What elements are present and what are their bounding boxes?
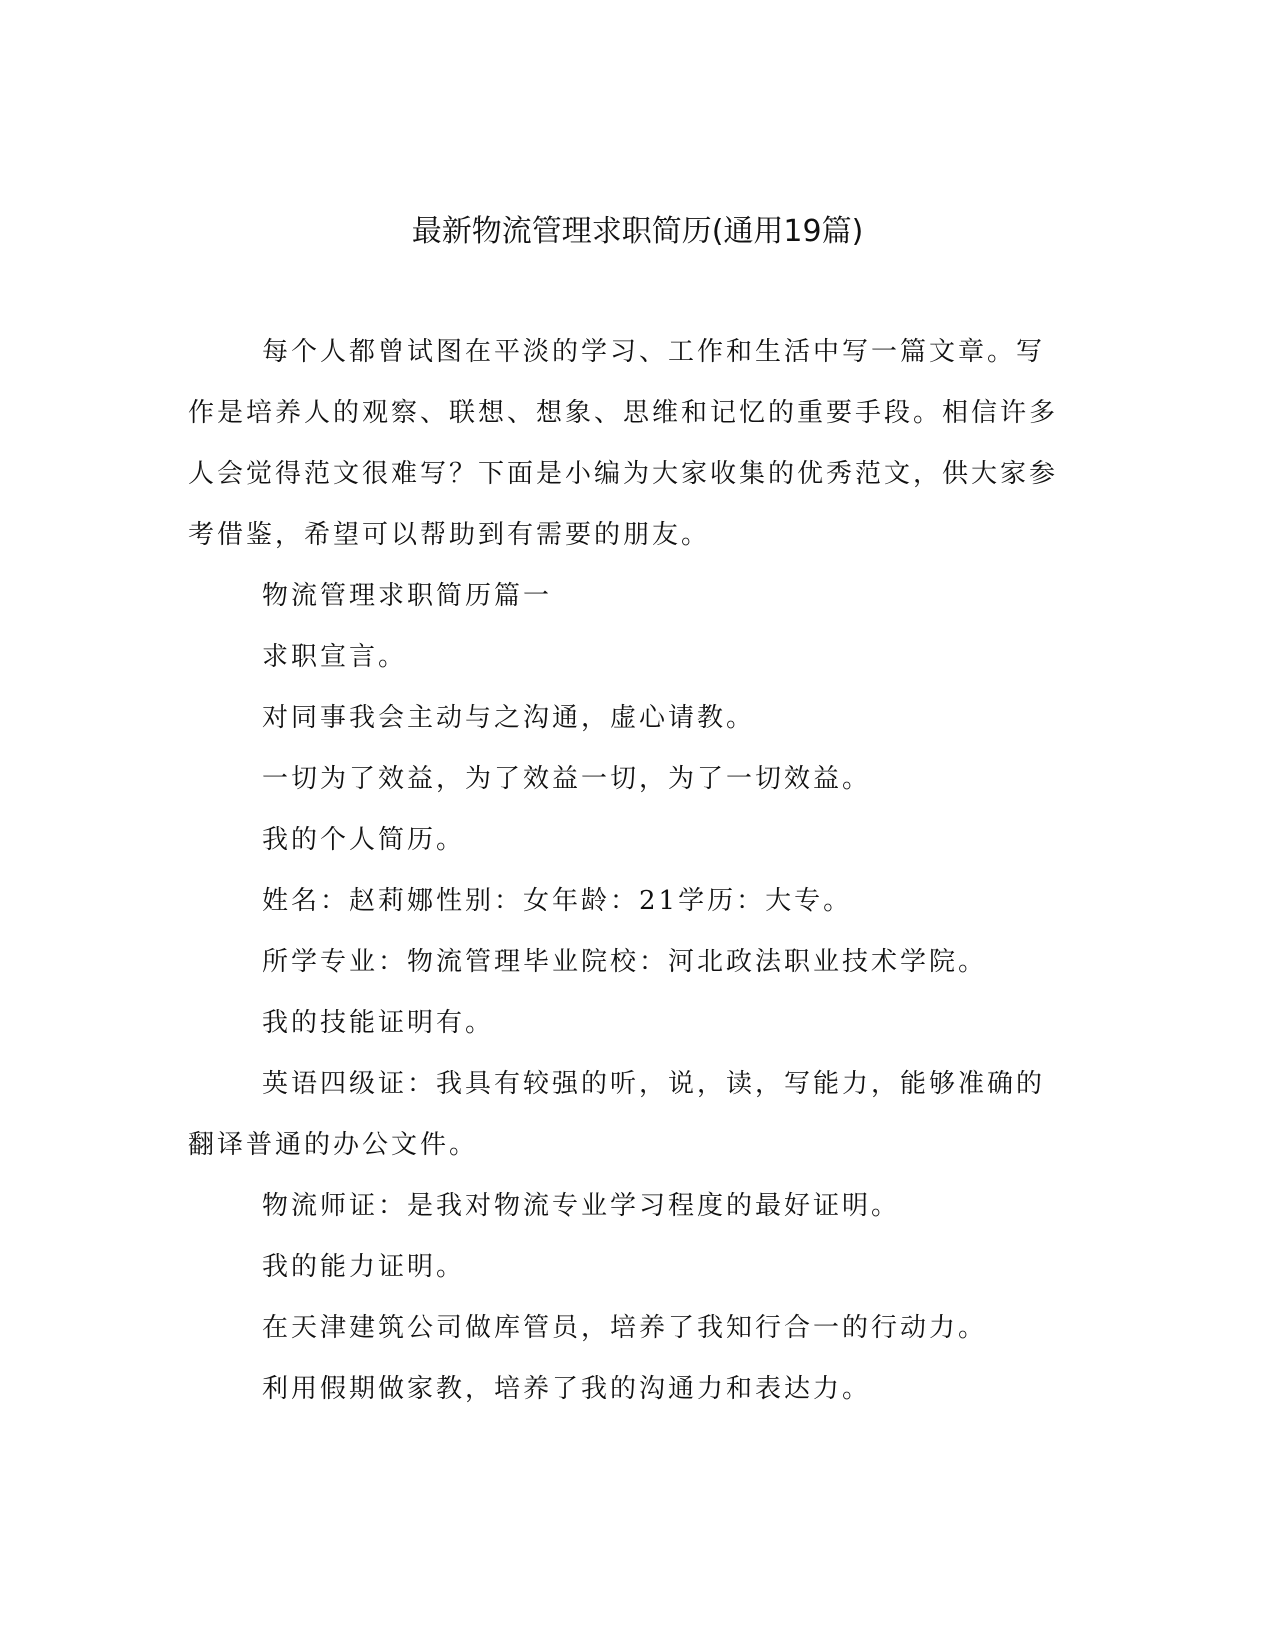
paragraph-english-cert: 英语四级证：我具有较强的听，说，读，写能力，能够准确的翻译普通的办公文件。 [188, 1069, 1046, 1160]
paragraph: 对同事我会主动与之沟通，虚心请教。 [262, 703, 756, 733]
paragraph: 我的技能证明有。 [262, 1008, 495, 1038]
paragraph-experience: 在天津建筑公司做库管员，培养了我知行合一的行动力。 [262, 1313, 988, 1343]
paragraph-intro: 每个人都曾试图在平淡的学习、工作和生活中写一篇文章。写作是培养人的观察、联想、想象、思维和记忆的重要手段。相信许多人会觉得范文很难写？下面是小编为大家收集的优秀范文，供大家参考借鉴，希望可以帮助到有需要的朋友。 [188, 337, 1059, 550]
section-heading-1: 物流管理求职简历篇一 [262, 581, 553, 611]
paragraph: 一切为了效益，为了效益一切，为了一切效益。 [262, 764, 872, 794]
document-body [188, 322, 1073, 1420]
document-title: 最新物流管理求职简历(通用19篇) [411, 214, 864, 249]
paragraph: 我的能力证明。 [262, 1252, 466, 1282]
paragraph-education: 所学专业：物流管理毕业院校：河北政法职业技术学院。 [262, 947, 988, 977]
paragraph-experience: 利用假期做家教，培养了我的沟通力和表达力。 [262, 1374, 872, 1404]
paragraph: 求职宣言。 [262, 642, 408, 672]
paragraph-personal-info: 姓名：赵莉娜性别：女年龄：21学历：大专。 [262, 886, 853, 916]
paragraph-logistics-cert: 物流师证：是我对物流专业学习程度的最好证明。 [262, 1191, 901, 1221]
paragraph: 我的个人简历。 [262, 825, 466, 855]
